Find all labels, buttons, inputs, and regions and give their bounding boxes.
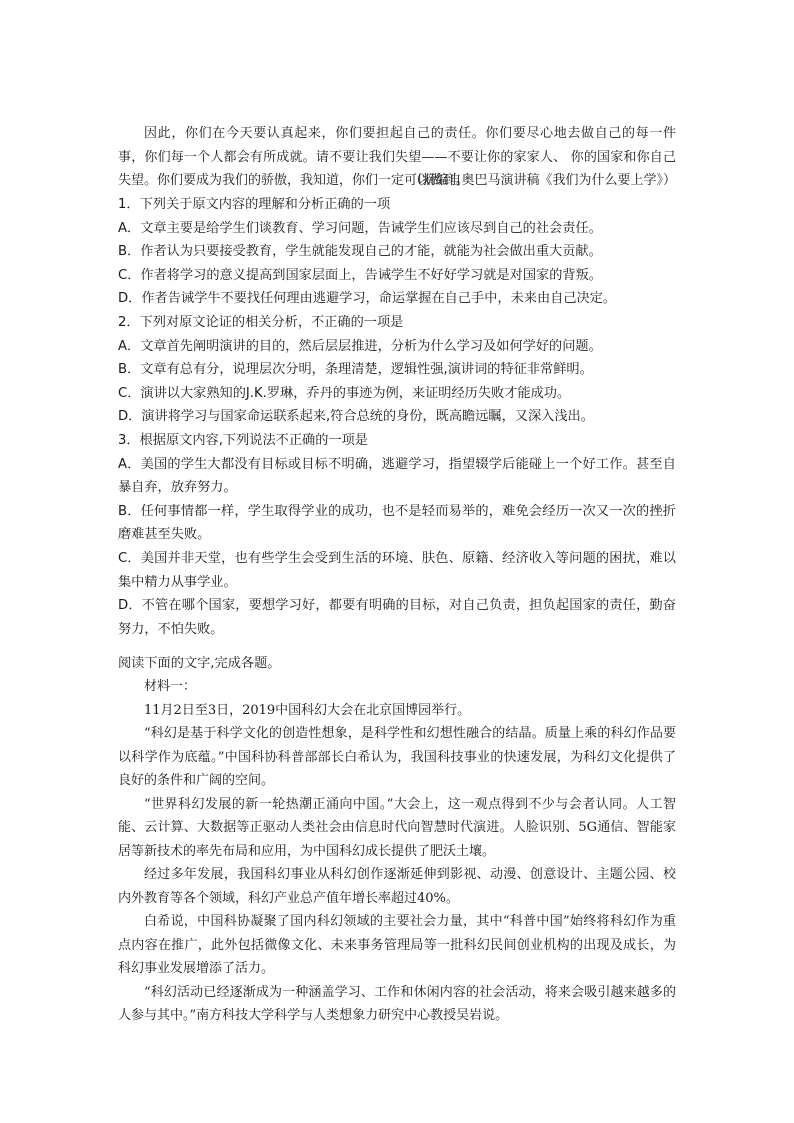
material-paragraph: “科幻是基于科学文化的创造性想象，是科学性和幻想性融合的结晶。质量上乘的科幻作品要以科学作为底蕴。”中国科协科普部部长白希认为，我国科技事业的快速发展，为科幻文化提供了良好的条件和广阔的空间。 <box>118 726 676 788</box>
material-paragraph: “世界科幻发展的新一轮热潮正涌向中国。”大会上，这一观点得到不少与会者认同。人工智能、云计算、大数据等正驱动人类社会由信息时代向智慧时代演进。人脸识别、5G通信、智能家居等新技术的率先布局和应用，为中国科幻成长提供了肥沃土壤。 <box>118 796 676 859</box>
option-b: B．文章有总有分，说理层次分明，条理清楚，逻辑性强,演讲词的特征非常鲜明。 <box>118 362 593 378</box>
material-paragraph: “科幻活动已经逐渐成为一种涵盖学习、工作和休闲内容的社会活动，将来会吸引越来越多的人参与其中。”南方科技大学科学与人类想象力研究中心教授吴岩说。 <box>118 984 676 1023</box>
material-paragraph: 白希说，中国科协凝聚了国内科幻领域的主要社会力量，其中“科普中国”始终将科幻作为重点内容在推广，此外包括微像文化、未来事务管理局等一批科幻民间创业机构的出现及成长，为科幻事业发展增添了活力。 <box>118 914 676 976</box>
question-stem: 2．下列对原文论证的相关分析，不正确的一项是 <box>118 315 404 330</box>
question-block-1 <box>118 193 676 311</box>
passage-source: （摘编自奥巴马演讲稿《我们为什么要上学》） <box>409 173 676 188</box>
material-paragraph: 11月2日至3日，2019中国科幻大会在北京国博园举行。 <box>144 702 471 718</box>
question-block-3 <box>118 429 676 641</box>
passage-conclusion-paragraph: 因此，你们在今天要认真起来，你们要担起自己的责任。你们要尽心地去做自己的每一件事，你们每一个人都会有所成就。请不要让我们失望——不要让你的家家人、 你的国家和你自己失望。你们要成为我们的骄傲，我知道，你们一定可以做到。 <box>118 126 676 188</box>
material-paragraph: 经过多年发展，我国科幻事业从科幻创作逐渐延伸到影视、动漫、创意设计、主题公园、校内外教育等各个领域，科幻产业总产值年增长率超过40%。 <box>118 867 676 906</box>
option-d: D．作者告诫学牛不要找任何理由逃避学习，命运掌握在自己手中，未来由自己决定。 <box>118 291 617 307</box>
option-b: B．作者认为只要接受教育，学生就能发现自己的才能，就能为社会做出重大贡献。 <box>118 244 602 260</box>
material-label: 材料一： <box>144 679 197 694</box>
option-a: A．文章主要是给学生们谈教育、学习问题，告诫学生们应该尽到自己的社会责任。 <box>118 220 602 236</box>
option-c: C．作者将学习的意义提高到国家层面上，告诫学生不好好学习就是对国家的背叛。 <box>118 267 602 283</box>
option-d: D．不管在哪个国家，要想学习好，都要有明确的目标，对自己负责，担负起国家的责任，勤奋努力，不怕失败。 <box>118 598 676 637</box>
option-a: A．美国的学生大都没有目标或目标不明确，逃避学习，指望辍学后能碰上一个好工作。甚至自暴自弃，放弃努力。 <box>118 456 676 496</box>
option-b: B．任何事情都一样，学生取得学业的成功，也不是轻而易举的，难免会经历一次又一次的挫折磨难甚至失败。 <box>118 503 676 543</box>
question-stem: 1．下列关于原文内容的理解和分析正确的一项 <box>118 197 391 212</box>
option-a: A．文章首先阐明演讲的目的，然后层层推进，分析为什么学习及如何学好的问题。 <box>118 338 602 354</box>
option-d: D．演讲将学习与国家命运联系起来,符合总统的身份，既高瞻远瞩，又深入浅出。 <box>118 409 594 425</box>
option-c: C．演讲以大家熟知的J.K.罗琳，乔丹的事迹为例，来证明经历失败才能成功。 <box>118 385 571 401</box>
material-one <box>118 675 676 1028</box>
option-c: C．美国并非天堂，也有些学生会受到生活的环境、肤色、原籍、经济收入等问题的困扰，难以集中精力从事学业。 <box>118 550 676 590</box>
question-stem: 3．根据原文内容,下列说法不正确的一项是 <box>118 433 368 448</box>
reading-instruction: 阅读下面的文字,完成各题。 <box>118 656 281 671</box>
question-block-2 <box>118 311 676 429</box>
